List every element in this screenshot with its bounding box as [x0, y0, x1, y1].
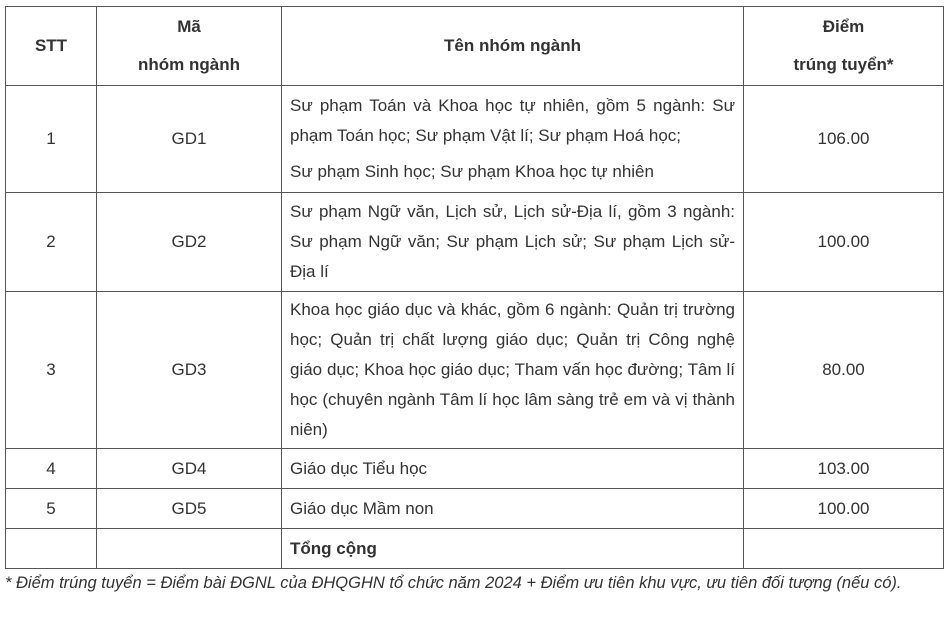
total-row	[6, 529, 944, 569]
row-stt: 4	[6, 449, 97, 489]
row-score: 100.00	[744, 489, 944, 529]
row-name: Giáo dục Tiểu học	[282, 449, 744, 489]
header-score-line1: Điểm	[822, 17, 865, 36]
row-score: 80.00	[744, 292, 944, 449]
table-row	[6, 86, 944, 193]
total-code-cell	[97, 529, 282, 569]
header-score-line2: trúng tuyển*	[793, 55, 894, 74]
row-stt: 3	[6, 292, 97, 449]
row-stt: 1	[6, 86, 97, 193]
table-row	[6, 292, 944, 449]
table-row	[6, 449, 944, 489]
table-row	[6, 489, 944, 529]
header-code	[97, 7, 282, 86]
admission-score-table	[5, 6, 944, 569]
row-name-part2: Sư phạm Sinh học; Sư phạm Khoa học tự nhiên	[290, 162, 654, 181]
row-score: 100.00	[744, 193, 944, 292]
row-score: 103.00	[744, 449, 944, 489]
row-name: Khoa học giáo dục và khác, gồm 6 ngành: Quản trị trường học; Quản trị chất lượng giáo dục; Quản trị Công nghệ giáo dục; Khoa học giáo dục; Tham vấn học đường; Tâm lí học (chuyên ngành Tâm lí học lâm sàng trẻ em và vị thành niên)	[282, 292, 744, 449]
table-header-row	[6, 7, 944, 86]
row-name: Giáo dục Mầm non	[282, 489, 744, 529]
row-code: GD4	[97, 449, 282, 489]
total-stt-cell	[6, 529, 97, 569]
header-stt: STT	[6, 7, 97, 86]
row-code: GD2	[97, 193, 282, 292]
header-score	[744, 7, 944, 86]
row-stt: 2	[6, 193, 97, 292]
table-row	[6, 193, 944, 292]
row-stt: 5	[6, 489, 97, 529]
header-code-line1: Mã	[177, 17, 201, 36]
row-code: GD1	[97, 86, 282, 193]
footnote: * Điểm trúng tuyển = Điểm bài ĐGNL của ĐHQGHN tổ chức năm 2024 + Điểm ưu tiên khu vực, ưu tiên đối tượng (nếu có).	[5, 574, 902, 592]
admission-score-table-container	[5, 6, 943, 569]
total-score-cell	[744, 529, 944, 569]
total-label: Tổng cộng	[282, 529, 744, 569]
row-code: GD3	[97, 292, 282, 449]
header-code-line2: nhóm ngành	[138, 55, 240, 74]
row-score: 106.00	[744, 86, 944, 193]
header-name: Tên nhóm ngành	[282, 7, 744, 86]
row-name	[282, 86, 744, 193]
row-code: GD5	[97, 489, 282, 529]
row-name-part1: Sư phạm Toán và Khoa học tự nhiên, gồm 5 ngành: Sư phạm Toán học; Sư phạm Vật lí; Sư phạm Hoá học;	[290, 96, 735, 145]
row-name: Sư phạm Ngữ văn, Lịch sử, Lịch sử-Địa lí, gồm 3 ngành: Sư phạm Ngữ văn; Sư phạm Lịch sử; Sư phạm Lịch sử-Địa lí	[282, 193, 744, 292]
